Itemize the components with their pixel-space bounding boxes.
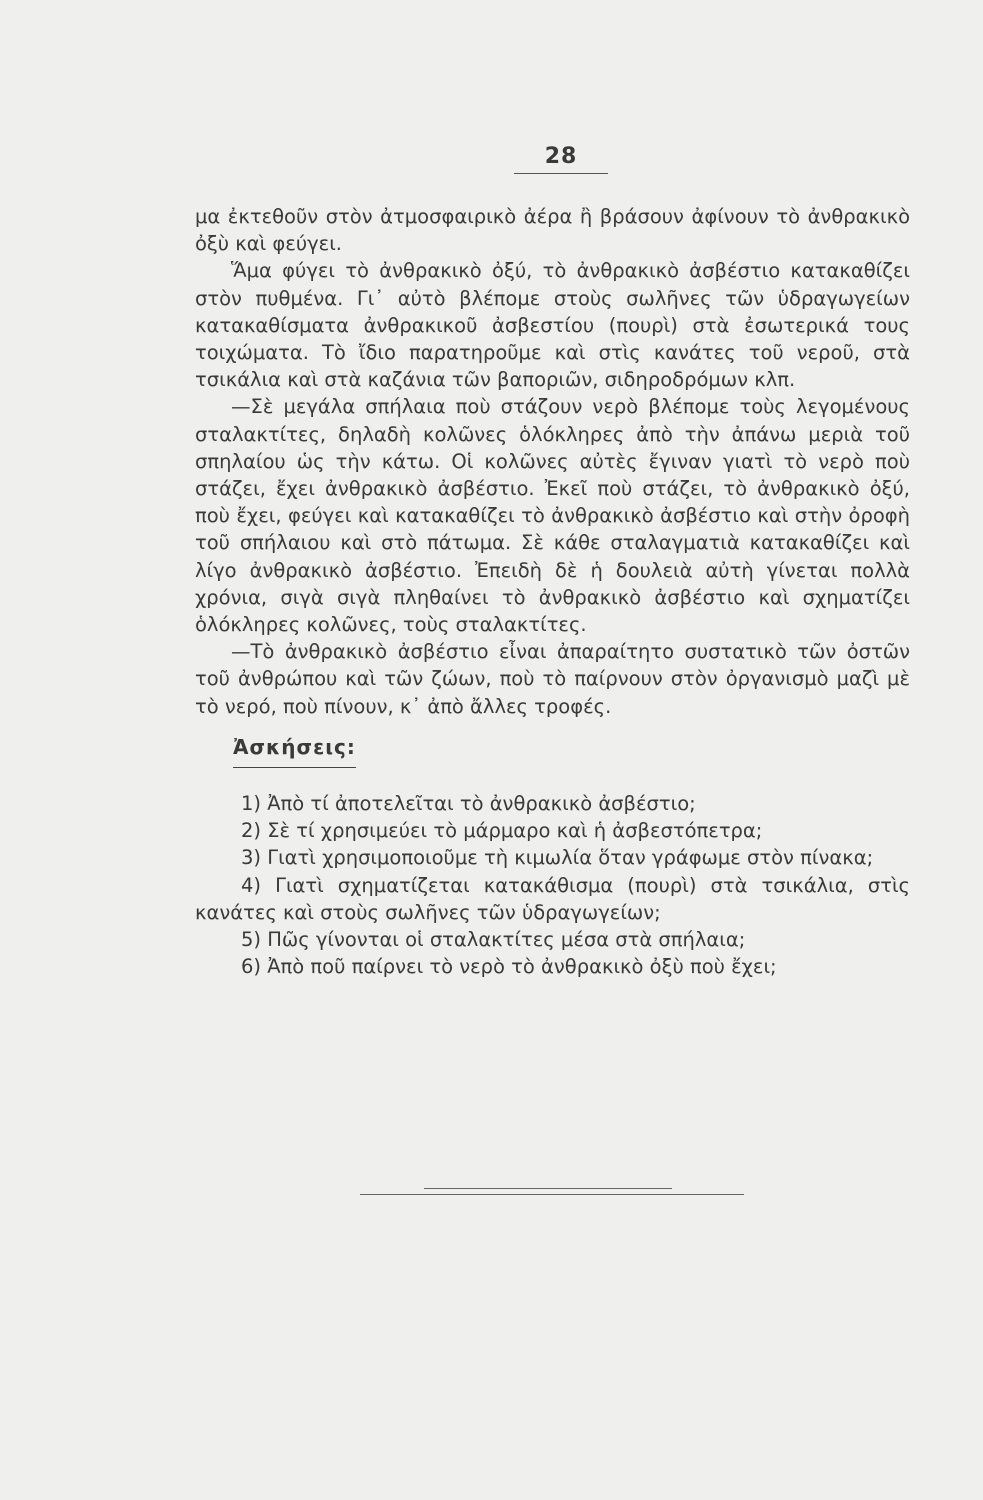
exercise-item: 2) Σὲ τί χρησιμεύει τὸ μάρμαρο καὶ ἡ ἀσβεστόπετρα;	[241, 819, 763, 843]
exercise-item: 3) Γιατὶ χρησιμοποιοῦμε τὴ κιμωλία ὅταν γράφωμε στὸν πίνακα;	[241, 846, 874, 870]
exercise-item: 5) Πῶς γίνονται οἱ σταλακτίτες μέσα στὰ σπήλαια;	[241, 928, 746, 952]
paragraph: Ἅμα φύγει τὸ ἀνθρακικὸ ὀξύ, τὸ ἀνθρακικὸ ἀσβέστιο κατακαθίζει στὸν πυθμένα. Γι᾽ αὐτὸ βλέπομε στοὺς σωλῆνες τῶν ὑδραγωγείων κατακαθίσματα ἀνθρακικοῦ ἀσβεστίου (πουρὶ) στὰ ἐσωτερικά τους τοιχώματα. Τὸ ἴδιο παρατηροῦμε καὶ στὶς κανάτες τοῦ νεροῦ, στὰ τσικάλια καὶ στὰ καζάνια τῶν βαποριῶν, σιδηροδρόμων κλπ.	[195, 259, 910, 392]
exercise-item: 6) Ἀπὸ ποῦ παίρνει τὸ νερὸ τὸ ἀνθρακικὸ ὀξὺ ποὺ ἔχει;	[241, 955, 777, 979]
paragraph: —Τὸ ἀνθρακικὸ ἀσβέστιο εἶναι ἀπαραίτητο συστατικὸ τῶν ὀστῶν τοῦ ἀνθρώπου καὶ τῶν ζώων, ποὺ τὸ παίρνουν στὸν ὀργανισμὸ μαζὶ μὲ τὸ νερό, ποὺ πίνουν, κ᾽ ἀπὸ ἄλλες τροφές.	[195, 640, 910, 718]
exercise-list	[195, 790, 910, 980]
exercise-item: 4) Γιατὶ σχηματίζεται κατακάθισμα (πουρὶ) στὰ τσικάλια, στὶς κανάτες καὶ στοὺς σωλῆνες τῶν ὑδραγωγείων;	[195, 873, 910, 924]
footer-rule	[424, 1188, 672, 1189]
page-number: 28	[514, 144, 608, 174]
body-text	[195, 203, 910, 980]
exercise-item: 1) Ἀπὸ τί ἀποτελεῖται τὸ ἀνθρακικὸ ἀσβέστιο;	[241, 792, 696, 816]
footer-rule	[360, 1194, 744, 1195]
paragraph: —Σὲ μεγάλα σπήλαια ποὺ στάζουν νερὸ βλέπομε τοὺς λεγομένους σταλακτίτες, δηλαδὴ κολῶνες ὁλόκληρες ἀπὸ τὴν ἀπάνω μεριὰ τοῦ σπηλαίου ὡς τὴν κάτω. Οἱ κολῶνες αὐτὲς ἔγιναν γιατὶ τὸ νερὸ ποὺ στάζει, ἔχει ἀνθρακικὸ ἀσβέστιο. Ἐκεῖ ποὺ στάζει, τὸ ἀνθρακικὸ ὀξύ, ποὺ ἔχει, φεύγει καὶ κατακαθίζει τὸ ἀνθρακικὸ ἀσβέστιο καὶ στὴν ὀροφὴ τοῦ σπήλαιου καὶ στὸ πάτωμα. Σὲ κάθε σταλαγματιὰ κατακαθίζει καὶ λίγο ἀνθρακικὸ ἀσβέστιο. Ἐπειδὴ δὲ ἡ δουλειὰ αὐτὴ γίνεται πολλὰ χρόνια, σιγὰ σιγὰ πληθαίνει τὸ ἀνθρακικὸ ἀσβέστιο καὶ σχηματίζει ὁλόκληρες κολῶνες, τοὺς σταλακτίτες.	[195, 395, 910, 637]
paragraph: μα ἐκτεθοῦν στὸν ἀτμοσφαιρικὸ ἀέρα ἢ βράσουν ἀφίνουν τὸ ἀνθρακικὸ ὀξὺ καὶ φεύγει.	[195, 205, 910, 256]
exercises-heading: Ἀσκήσεις:	[233, 734, 356, 768]
